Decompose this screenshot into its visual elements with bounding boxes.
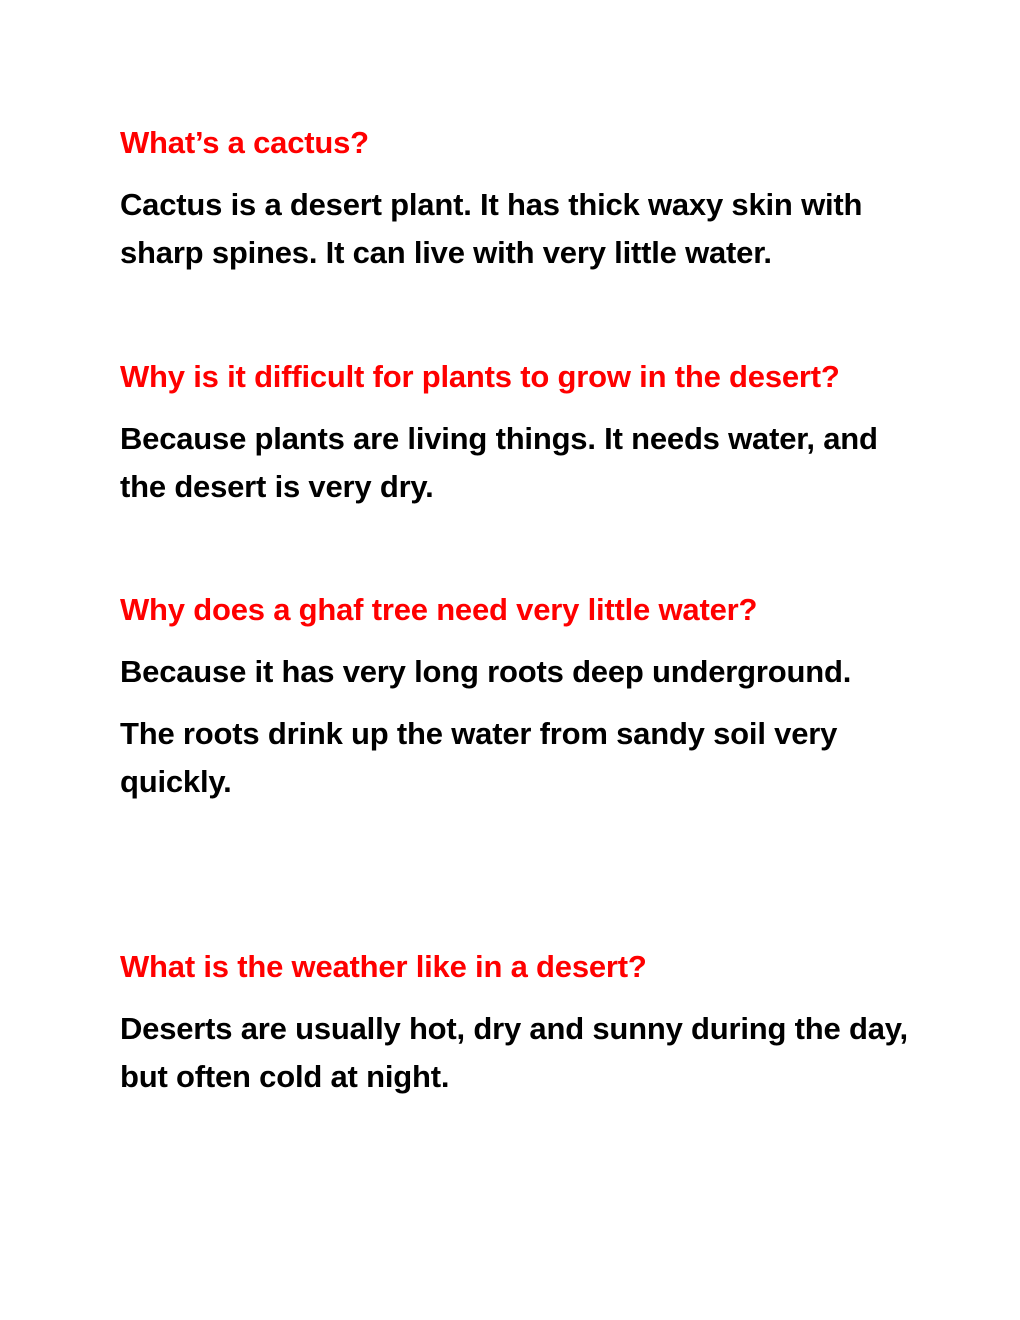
question-heading: What is the weather like in a desert?	[120, 949, 647, 984]
question-heading: Why is it difficult for plants to grow in the desert?	[120, 359, 840, 394]
question-heading: What’s a cactus?	[120, 125, 369, 160]
answer-paragraph: The roots drink up the water from sandy soil very quickly.	[120, 716, 838, 799]
answer-paragraph: Deserts are usually hot, dry and sunny during the day, but often cold at night.	[120, 1011, 908, 1094]
answer-paragraph: Cactus is a desert plant. It has thick waxy skin with sharp spines. It can live with very little water.	[120, 187, 863, 270]
answer-paragraph: Because plants are living things. It needs water, and the desert is very dry.	[120, 421, 878, 504]
answer-paragraph: Because it has very long roots deep underground.	[120, 654, 852, 689]
question-heading: Why does a ghaf tree need very little water?	[120, 592, 758, 627]
